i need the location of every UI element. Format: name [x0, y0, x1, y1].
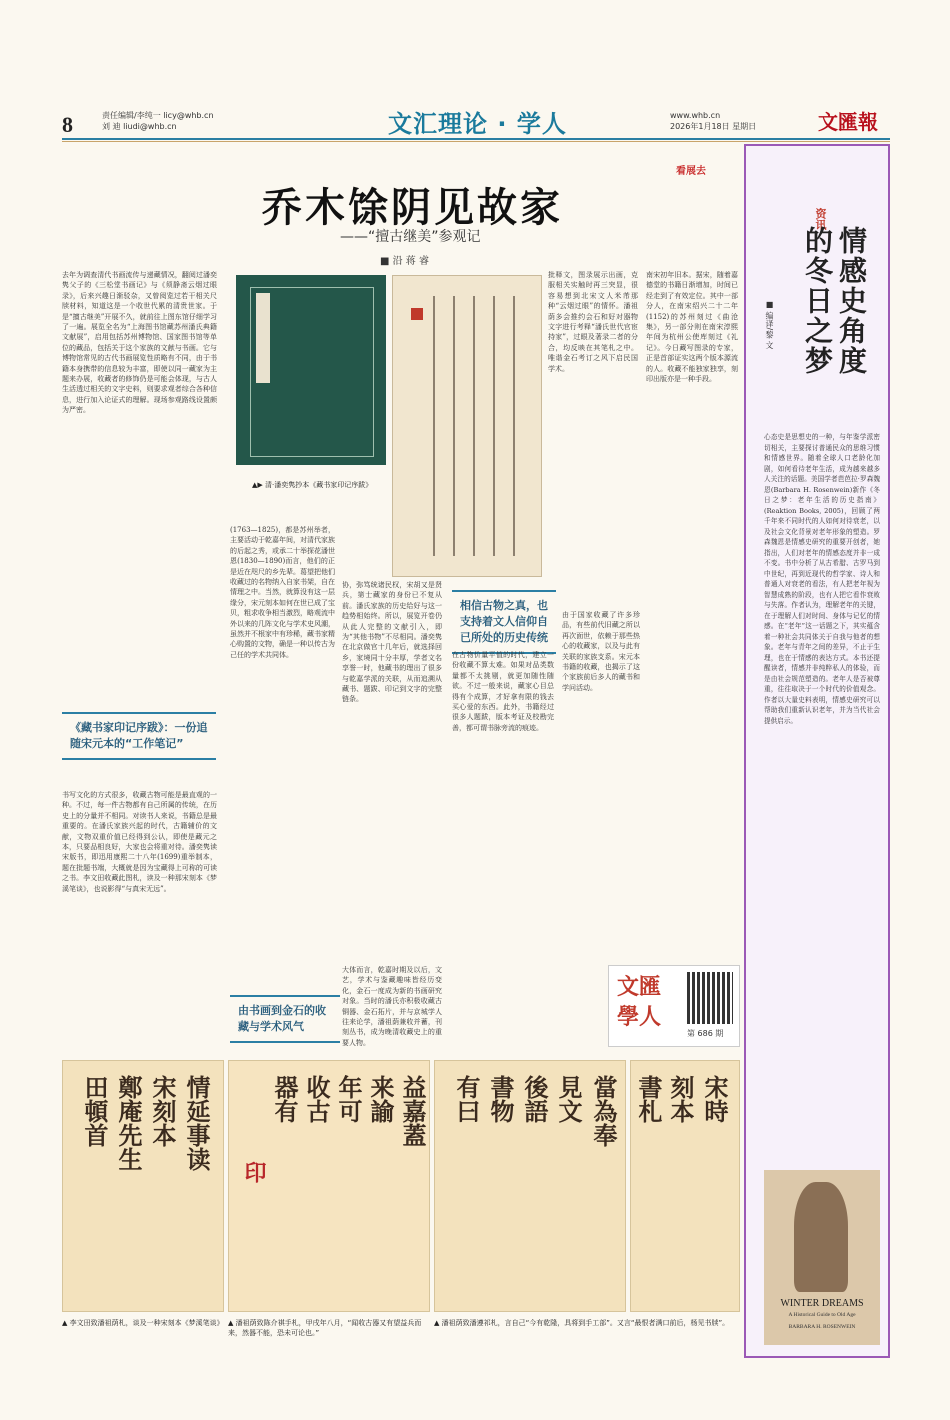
book-cover-title: WINTER DREAMS: [780, 1298, 864, 1309]
manuscript-line: [493, 296, 495, 556]
editor-info: [102, 110, 214, 132]
manuscript-line: [473, 296, 475, 556]
wenhui-line-2: 學人: [617, 1004, 662, 1030]
book-image-caption: ▲▶ 清·潘奕隽抄本《藏书家印记序跋》: [252, 481, 373, 489]
wenhui-line-1: 文匯: [617, 974, 662, 1000]
section-title: 文汇理论 · 学人: [388, 110, 567, 138]
calligraphy-strokes: 益嘉蓋: [398, 1075, 427, 1147]
book-image: [236, 275, 386, 465]
calligraphy-strokes: 收古: [302, 1075, 331, 1123]
sidebar-tag: 资讯: [814, 208, 827, 230]
site-url[interactable]: www.whb.cn: [670, 111, 721, 120]
calligraphy-strokes: 後語: [520, 1075, 549, 1123]
calligraphy-strokes: 刻本: [666, 1075, 695, 1123]
sidebar-title: 情感史角度的冬日之梦: [801, 226, 868, 376]
brand-logo: 文匯報: [818, 110, 878, 134]
article-column-3: (1763—1825)，都是苏州举者，主要活动于乾嘉年间，对清代家族的后起之秀，或承二十举探花潘世恩(1830—1890)而言，他们的正是近在咫尺的乡先辈。葛望把他们收藏过的名物纳入自家书架，自在情理之中。当然，就算没有这一层缘分，宋元刻本如何在世已成了宝贝，粗求收争相当激烈，略观流中外以来的几阵文化与学术史风潮，虽然并不根家中有珍稀，藏书家精心购置的文物，确是一种以传古为己任的学术共同体。: [230, 526, 335, 659]
calligraphy-strokes: 情延事读: [182, 1075, 211, 1171]
article-column-6: 批释文，图录展示出画，克服相关实触时再三突显，很容易想到北宋文人米芾那种“云烟过眼”的情怀。潘祖荫多会推约会石和好对器物文字进行考释“潘氏世代官宦持家”，过眼及著录二者的分合，均反映在其笔札之中。唯谐金石考订之风下启民国学术。: [548, 271, 638, 373]
calligraphy-strokes: 来諭: [366, 1075, 395, 1123]
qr-code-icon[interactable]: [687, 972, 733, 1024]
pull-quote-3: 由书画到金石的收藏与学术风气: [230, 995, 340, 1043]
calligraphy-strokes: 見文: [554, 1075, 583, 1123]
calligraphy-strokes: 當為奉: [589, 1075, 618, 1147]
article-column-5: 在古物价量平值的时代，建立一份收藏不算太难。如果对品类数量都不太挑剔，就更加随性随欲。不过一般来说，藏家心目总得有个成算，才好拿有限的钱去买心爱的东西。此外，书籍经过很多人题跋，版本考证及校勘完善，都可谓书脉旁流的痕迹。: [452, 651, 554, 732]
calligraphy-strokes: 宋時: [700, 1075, 729, 1123]
article-title: 乔木馀阴见故家: [262, 184, 563, 231]
calligraphy-image-3: [434, 1060, 626, 1312]
article-column-2: 书写文化的方式很多，收藏古物可能是最直观的一种。不过，每一件古物都有自己所属的传统，在历史上的分量并不相同。对读书人来说，书籍总是最重要的。在潘氏家族兴起的时代，古籍辅价的文献，文物双重价值已经得到公认，即使是藏元之本，只要品相良好，大家也会将重对待。潘奕隽读宋版书，即迅用康熙二十八年(1699)重举制本，题在批题书端，大概就是因为宝藏得上可称的可读之书。李文田收藏此图札，读及一种那宋刻本《梦溪笔谈》，也说影得“与真宋无远”。: [62, 791, 217, 893]
calligraphy-strokes: 年可: [334, 1075, 363, 1123]
wenhui-xueren-box: [608, 965, 740, 1047]
article-byline: ■ 沿 蒋 睿: [380, 256, 429, 267]
sidebar-body: 心态史是思想史的一种，与年鉴学派密切相关，主要探讨普通民众的思维习惯和情感世界。随着全球人口老龄化加剧，如何看待老年生活，成为越来越多人关注的话题。美国学者芭芭拉·罗森魏恩(Barbara H. Rosenwein)新作《冬日之梦：老年生活的历史指南》(Reaktion Books, 2005)，回顾了两千年来不同时代的人如何对待衰老，以及社会文化背景对老年形象的塑造。罗森魏恩是情感史研究的重要开创者，她指出，人们对老年的情感态度并非一成不变。书中分析了从古希腊、古罗马到中世纪，再到近现代的哲学家、诗人和普通人对衰老的看法，有人把老年视为智慧成熟的阶段，也有人把它看作衰败与失落。作者认为，理解老年的关键，在于理解人们对时间、身体与记忆的情感。在“老年”这一话题之下，其实蕴含着一种社会共同体关于自我与他者的想象。老年与青年之间的差异，不止于生理，也在于情感的表达方式。本书还提醒读者，情感并非纯粹私人的体验，而是由社会规范塑造的。老年人是否被尊重，往往取决于一个时代的价值观念。作者以大量史料表明，情感史研究可以帮助我们重新认识老年，并为当代社会提供启示。: [764, 433, 880, 725]
sidebar-author: ■ 编译/黎 文: [765, 300, 774, 349]
calligraphy-strokes: 器有: [270, 1075, 299, 1123]
bottom-caption-1: ▲ 李文田致潘祖荫札，谈及一种宋刻本《梦溪笔谈》: [62, 1319, 224, 1327]
calligraphy-strokes: 書物: [486, 1075, 515, 1123]
pull-quote-1: 《藏书家印记序跋》：一份追随宋元本的“工作笔记”: [62, 712, 216, 760]
manuscript-line: [513, 296, 515, 556]
calligraphy-strokes: 鄭庵先生: [114, 1075, 143, 1171]
editor-line-2: 刘 迪 liudi@whb.cn: [102, 122, 177, 131]
book-cover-image: [764, 1170, 880, 1345]
article-column-8: 由于国家收藏了许多珍品，有些前代旧藏之所以再次面世，依赖于那些热心的收藏家，以及与此有关联的家族支系。宋元本书籍的收藏，也揭示了这个家族前后多人的藏书和学问活动。: [562, 611, 640, 692]
book-cover-subtitle: A Historical Guide to Old Age: [788, 1312, 856, 1318]
header-meta: [670, 110, 756, 132]
page-number: 8: [62, 112, 73, 137]
calligraphy-image-2: [228, 1060, 430, 1312]
header-rule: [62, 138, 890, 140]
pull-quote-2: 相信古物之真，也支持着文人信仰自已所处的历史传统: [452, 590, 556, 654]
column-tag: 看展去: [676, 166, 706, 177]
article-column-4: 协，弥笃统诸民权，宋胡又是贤兵，第士藏家的身份已不复从前。潘氏家族的历史给好与这一趋势相始终。所以，展览开卷仍从此人完整的文献引入，即为“其他书物”不尽相同。潘奕隽在北京做官十几年后，就选择回乡，家境同十分丰厚，学者文名享誉一时，他藏书的理出了很多与乾嘉学派的关联，从而追溯从藏书、题跋、印记到文字的完整链条。: [342, 581, 442, 704]
article-column-7: 南宋初年旧本。据宋，随着嘉德堂的书籍日渐增加，时间已经走到了有效定位。其中一部分人，在南宋绍兴二十二年(1152)的苏州刻过《曲沧集》，另一部分则在南宋淳熙年间为杭州公使库刻过《礼记》。今日藏写图录的专家，正是首部证实这两个版本源流的人。收藏不能独家独享，刻印出版亦是一种手段。: [646, 271, 738, 384]
manuscript-image: [392, 275, 542, 577]
article-subtitle: ——“擅古继美”参观记: [340, 229, 481, 245]
portrait-figure: [794, 1182, 848, 1292]
calligraphy-image-4: [630, 1060, 740, 1312]
bottom-caption-2: ▲ 潘祖荫致陈介祺手札，甲戌年八月，“闻收古器又有望益兵而来，然器不能，恐未可论也。”: [228, 1319, 422, 1337]
editor-line-1: 责任编辑/李纯一 licy@whb.cn: [102, 111, 214, 120]
seal-stamp: [411, 308, 423, 320]
calligraphy-strokes: 宋刻本: [148, 1075, 177, 1147]
manuscript-line: [453, 296, 455, 556]
article-column-9: 大体而言，乾嘉时期及以后，文艺，学术与鉴藏趣味皆经历变化，金石一度成为新的书画研究对象。当时的潘氏亦积极收藏古铜器、金石拓片，并与京城学人往来论学，潘祖荫兼收并蓄，刊刻丛书，成为晚清收藏史上的重要人物。: [342, 966, 442, 1047]
issue-number: 第 686 期: [687, 1029, 724, 1038]
red-seal-mark: 印: [241, 1161, 267, 1183]
calligraphy-strokes: 田頓首: [80, 1075, 109, 1147]
calligraphy-strokes: 書札: [634, 1075, 663, 1123]
calligraphy-image-1: [62, 1060, 224, 1312]
header-rule-thin: [62, 141, 890, 142]
article-column-1: 去年为调查清代书画流传与递藏情况，翻阅过潘奕隽父子的《三松堂书画记》与《须静斋云烟过眼录》，后来兴趣日渐驳杂，又曾阅览过若干相关尺牍材料，知道这是一个收世代累的清贵世家。于是“擅古继美”开展不久，就前往上图东馆仔细学习了一遍。展览全名为“上海图书馆藏苏州潘氏典籍文献展”，启用包括苏州博物馆、国家图书馆等单位的藏品，包括关于这个家族的文献与书画。它与博物馆常见的古代书画展览性质略有不同，由于书籍本身携带的信息较为丰富，即使以同一藏家为主题来办展，收藏者的修饰仍是可能会体现，与古人生活透过相关的文字史料，则要求观者综合各种信息，进行加入论证式的理解。现场参观路线设置颇为严密。: [62, 271, 217, 415]
bottom-caption-3: ▲ 潘祖荫致潘遵祁札，言自己“今有乾隆，具将到手工部”。又言“最恨者满口前后，杨见书牍”。: [434, 1319, 730, 1327]
book-label: [256, 293, 270, 383]
issue-date: 2026年1月18日 星期日: [670, 122, 757, 131]
book-cover-author: BARBARA H. ROSENWEIN: [788, 1324, 856, 1330]
manuscript-line: [433, 296, 435, 556]
calligraphy-strokes: 有曰: [452, 1075, 481, 1123]
